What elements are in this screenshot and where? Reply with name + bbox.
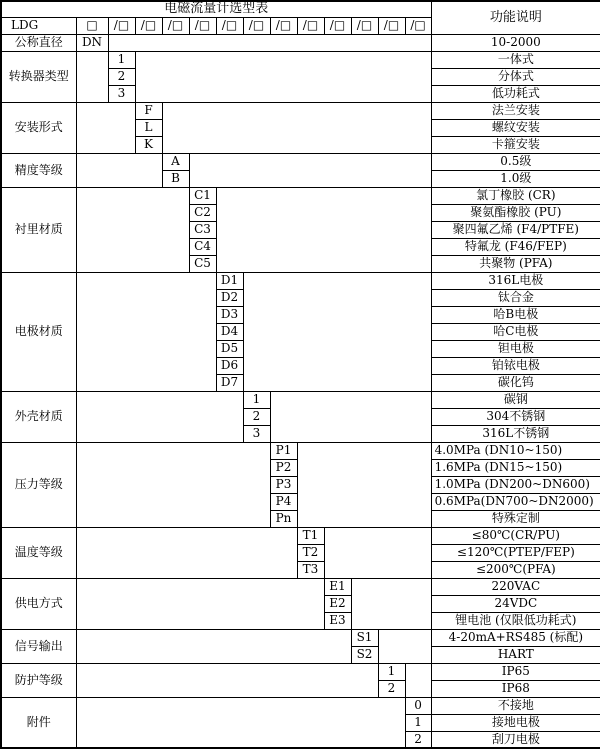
option-code: 2 [405,731,431,748]
category-label: 公称直径 [1,34,76,51]
option-code: D5 [216,340,243,357]
category-label: 电极材质 [1,272,76,391]
option-row [1,663,600,680]
option-description: 聚四氟乙烯 (F4/PTFE) [431,221,600,238]
option-row [1,51,600,68]
spacer-cell [76,187,189,272]
option-description: 4.0MPa (DN10~150) [431,442,600,459]
option-code: 1 [108,51,135,68]
option-description: 卡箍安装 [431,136,600,153]
option-description: 304不锈钢 [431,408,600,425]
option-description: 1.0级 [431,170,600,187]
code-slot-box: /□ [270,17,297,34]
option-description: 螺纹安装 [431,119,600,136]
option-code: B [162,170,189,187]
option-description: 0.6MPa(DN700~DN2000) [431,493,600,510]
option-row [1,187,600,204]
option-description: 氯丁橡胶 (CR) [431,187,600,204]
code-slot-box: /□ [297,17,324,34]
option-code: S2 [351,646,378,663]
option-code: T1 [297,527,324,544]
option-code: P2 [270,459,297,476]
option-code: F [135,102,162,119]
option-code: L [135,119,162,136]
option-code: 1 [378,663,405,680]
function-column-header: 功能说明 [431,1,600,34]
spacer-cell [108,34,431,51]
option-description: 钛合金 [431,289,600,306]
spacer-cell [324,527,431,578]
spacer-cell [378,629,431,663]
option-description: ≤200℃(PFA) [431,561,600,578]
option-code: D7 [216,374,243,391]
option-description: 哈B电极 [431,306,600,323]
spacer-cell [270,391,431,442]
code-slot-box: /□ [135,17,162,34]
option-description: IP68 [431,680,600,697]
option-code: T3 [297,561,324,578]
option-code: C3 [189,221,216,238]
spacer-cell [351,578,431,629]
model-prefix: LDG [1,17,76,34]
option-code: C4 [189,238,216,255]
option-row [1,442,600,459]
option-code: D6 [216,357,243,374]
option-code: D3 [216,306,243,323]
option-description: ≤120℃(PTEP/FEP) [431,544,600,561]
option-code: P1 [270,442,297,459]
option-code: 1 [243,391,270,408]
spacer-cell [216,187,431,272]
option-code: 1 [405,714,431,731]
spacer-cell [76,153,162,187]
option-row [1,629,600,646]
spacer-cell [76,663,378,697]
option-description: 分体式 [431,68,600,85]
option-row [1,697,600,714]
option-description: 1.0MPa (DN200~DN600) [431,476,600,493]
option-description: 共聚物 (PFA) [431,255,600,272]
option-code: 2 [108,68,135,85]
spacer-cell [76,391,243,442]
option-code: E3 [324,612,351,629]
code-slot-box: /□ [162,17,189,34]
option-description: 低功耗式 [431,85,600,102]
spacer-cell [76,51,108,102]
option-description: 特氟龙 (F46/FEP) [431,238,600,255]
spacer-cell [297,442,431,527]
option-description: 316L电极 [431,272,600,289]
spacer-cell [76,102,135,153]
option-description: 法兰安装 [431,102,600,119]
title-row [1,1,600,17]
category-label: 温度等级 [1,527,76,578]
option-row [1,102,600,119]
option-code: C1 [189,187,216,204]
code-slot-box: /□ [189,17,216,34]
option-code: Pn [270,510,297,527]
option-description: 220VAC [431,578,600,595]
option-description: 一体式 [431,51,600,68]
option-code: D4 [216,323,243,340]
option-code: T2 [297,544,324,561]
option-code: K [135,136,162,153]
spacer-cell [162,102,431,153]
selection-table-body [1,34,600,748]
option-description: 哈C电极 [431,323,600,340]
option-code: E1 [324,578,351,595]
spacer-cell [76,442,270,527]
option-row [1,153,600,170]
spacer-cell [405,663,431,697]
option-description: 碳化钨 [431,374,600,391]
code-slot-box: /□ [351,17,378,34]
option-description: 0.5级 [431,153,600,170]
category-label: 信号输出 [1,629,76,663]
option-code: S1 [351,629,378,646]
option-description: 1.6MPa (DN15~150) [431,459,600,476]
spacer-cell [189,153,431,187]
category-label: 转换器类型 [1,51,76,102]
code-slot-first-box: □ [76,17,108,34]
option-description: 316L不锈钢 [431,425,600,442]
option-code: DN [76,34,108,51]
category-label: 衬里材质 [1,187,76,272]
spacer-cell [243,272,431,391]
option-description: HART [431,646,600,663]
option-code: 2 [378,680,405,697]
code-slot-box: /□ [108,17,135,34]
option-row [1,34,600,51]
option-code: 0 [405,697,431,714]
option-description: 碳钢 [431,391,600,408]
option-description: 24VDC [431,595,600,612]
option-code: C2 [189,204,216,221]
code-slot-box: /□ [243,17,270,34]
option-code: E2 [324,595,351,612]
option-row [1,391,600,408]
code-slot-box: /□ [324,17,351,34]
option-description: 4-20mA+RS485 (标配) [431,629,600,646]
option-description: 不接地 [431,697,600,714]
category-label: 外壳材质 [1,391,76,442]
category-label: 防护等级 [1,663,76,697]
option-description: 铂铱电极 [431,357,600,374]
option-code: 2 [243,408,270,425]
option-description: 刮刀电极 [431,731,600,748]
option-code: C5 [189,255,216,272]
option-row [1,578,600,595]
spacer-cell [76,527,297,578]
spacer-cell [76,578,324,629]
option-code: D1 [216,272,243,289]
category-label: 精度等级 [1,153,76,187]
option-row [1,272,600,289]
option-code: 3 [108,85,135,102]
option-code: A [162,153,189,170]
table-title: 电磁流量计选型表 [1,1,431,17]
option-description: ≤80℃(CR/PU) [431,527,600,544]
spacer-cell [76,272,216,391]
category-label: 压力等级 [1,442,76,527]
option-description: 10-2000 [431,34,600,51]
spacer-cell [135,51,431,102]
spacer-cell [76,697,405,748]
option-code: 3 [243,425,270,442]
option-description: 锂电池 (仅限低功耗式) [431,612,600,629]
code-slot-box: /□ [216,17,243,34]
option-code: P4 [270,493,297,510]
option-description: IP65 [431,663,600,680]
category-label: 附件 [1,697,76,748]
option-description: 聚氨酯橡胶 (PU) [431,204,600,221]
option-description: 钽电极 [431,340,600,357]
category-label: 安装形式 [1,102,76,153]
option-description: 特殊定制 [431,510,600,527]
spacer-cell [76,629,351,663]
option-description: 接地电极 [431,714,600,731]
category-label: 供电方式 [1,578,76,629]
option-code: D2 [216,289,243,306]
option-code: P3 [270,476,297,493]
code-slot-box: /□ [378,17,405,34]
option-row [1,527,600,544]
code-slot-box: /□ [405,17,431,34]
